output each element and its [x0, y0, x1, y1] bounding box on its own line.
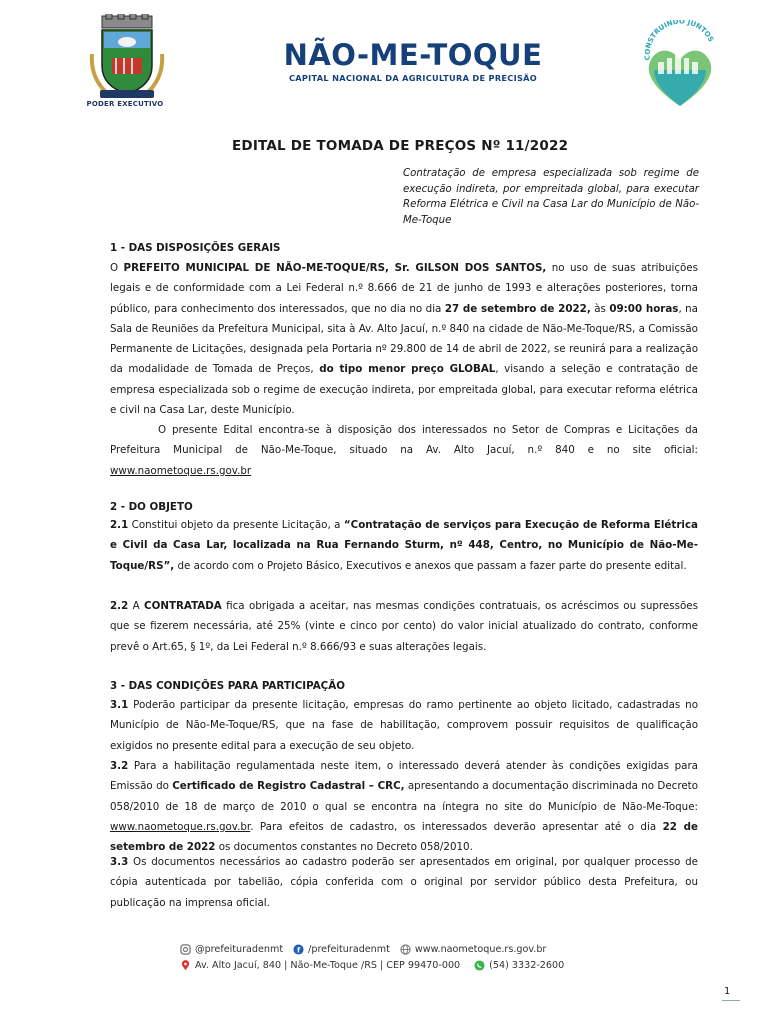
text-run: 3.3: [110, 856, 129, 868]
text-run: os documentos constantes no Decreto 058/2010.: [215, 841, 473, 854]
text-run: , na Sala de Reuniões da Prefeitura Municipal, sita à Av. Alto Jacuí, n.º 840 na cidade de Não-Me-Toque/RS, a Comissão Permanente de Licitações, designada pela Portaria nº 29.800 de 14 de abril de 2022, se reunirá para a realização da modalidade de Tomada de Preços,: [110, 302, 698, 376]
globe-icon: [400, 944, 411, 955]
text-run: O presente Edital encontra-se à disposição dos interessados no Setor de Compras e Licitações da Prefeitura Municipal de Não-Me-Toque, situado na Av. Alto Jacuí, n.º 840 e no site oficial:: [110, 424, 698, 457]
municipal-crest: [88, 14, 166, 114]
section-3-paragraph-1: [110, 695, 698, 756]
text-run: 2.2: [110, 600, 129, 612]
text-run: . Para efeitos de cadastro, os interessados deverão apresentar até o dia: [250, 820, 663, 833]
section-2-paragraph-2: [110, 596, 698, 657]
section-2-paragraph-1: [110, 515, 698, 576]
text-run: “Contratação de serviços para Execução de Reforma Elétrica e Civil da Casa Lar, localizada na Rua Fernando Sturm, nº 448, Centro, no Município de Não-Me-Toque/RS”,: [110, 519, 698, 572]
section-1-paragraph-1: [110, 258, 698, 420]
location-pin-icon: [180, 960, 191, 971]
footer-phone: (54) 3332-2600: [489, 959, 565, 971]
text-run: do tipo menor preço GLOBAL: [319, 363, 496, 376]
text-run: Certificado de Registro Cadastral – CRC,: [172, 780, 405, 793]
campaign-label: CONSTRUINDO JUNTOS: [643, 20, 716, 61]
brand-subtitle: CAPITAL NACIONAL DA AGRICULTURA DE PRECISÃO: [288, 73, 538, 83]
section-1-title: 1 - DAS DISPOSIÇÕES GERAIS: [110, 242, 281, 254]
text-run: 3.2: [110, 760, 129, 772]
section-3-paragraph-2: [110, 756, 698, 857]
footer-address: Av. Alto Jacuí, 840 | Não-Me-Toque /RS | CEP 99470-000: [195, 959, 461, 971]
document-title: EDITAL DE TOMADA DE PREÇOS Nº 11/2022: [232, 138, 569, 154]
svg-text:f: f: [297, 945, 301, 955]
website-link[interactable]: www.naometoque.rs.gov.br: [110, 464, 252, 477]
page-number-divider: [722, 1000, 740, 1001]
section-3-title: 3 - DAS CONDIÇÕES PARA PARTICIPAÇÃO: [110, 680, 345, 692]
campaign-logo: [640, 20, 720, 112]
text-run: PREFEITO MUNICIPAL DE NÃO-ME-TOQUE/RS, Sr. GILSON DOS SANTOS,: [123, 262, 547, 274]
footer-facebook[interactable]: /prefeituradenmt: [308, 943, 390, 955]
text-run: CONTRATADA: [144, 600, 222, 612]
text-run: no uso de suas atribuições legais e de conformidade com a Lei Federal n.º 8.666 de 21 de junho de 1993 e alterações posteriores, torna público, para conhecimento dos interessados, que no dia no dia: [110, 262, 698, 315]
text-run: Constitui objeto da presente Licitação, a: [128, 519, 344, 531]
section-3-paragraph-3: [110, 852, 698, 913]
text-run: Os documentos necessários ao cadastro poderão ser apresentados em original, por qualquer processo de cópia autenticada por tabelião, cópia conferida com o original por servidor público desta Prefeitura, ou publicação na imprensa oficial.: [110, 856, 698, 909]
website-link[interactable]: www.naometoque.rs.gov.br: [110, 820, 251, 833]
text-run: fica obrigada a aceitar, nas mesmas condições contratuais, os acréscimos ou supressões que se fizerem necessária, até 25% (vinte e cinco por cento) do valor inicial atualizado do contrato, conforme prevê o Art.65, § 1º, da Lei Federal n.º 8.666/93 e suas alterações legais.: [110, 600, 698, 653]
text-run: Poderão participar da presente licitação, empresas do ramo pertinente ao objeto licitado, cadastradas no Município de Não-Me-Toque/RS, que na fase de habilitação, comprovem possuir requisitos de qualificação exigidos no presente edital para a execução de seu objeto.: [110, 699, 698, 752]
text-run: 27 de setembro de 2022,: [444, 302, 591, 315]
footer-instagram[interactable]: @prefeituradenmt: [195, 943, 284, 955]
whatsapp-icon: [474, 960, 485, 971]
crest-caption: PODER EXECUTIVO: [86, 100, 164, 108]
text-run: 22 de setembro de 2022: [110, 820, 698, 854]
text-run: às: [590, 302, 610, 315]
footer-website[interactable]: www.naometoque.rs.gov.br: [414, 943, 547, 955]
section-1-paragraph-2: [110, 420, 698, 481]
footer: [180, 942, 600, 972]
text-run: 3.1: [110, 699, 129, 711]
document-summary: Contratação de empresa especializada sob regime de execução indireta, por empreitada global, para executar Reforma Elétrica e Civil na Casa Lar do Município de Não-Me-Toque: [403, 168, 699, 226]
text-run: de acordo com o Projeto Básico, Executivos e anexos que passam a fazer parte do presente edital.: [174, 559, 687, 572]
section-2-title: 2 - DO OBJETO: [110, 501, 193, 513]
instagram-icon: [180, 944, 191, 955]
text-run: O: [110, 262, 124, 274]
text-run: apresentando a documentação discriminada no Decreto 058/2010 de 18 de março de 2010 o qual se encontra na íntegra no site do Município de Não-Me-Toque:: [110, 780, 699, 813]
brand-logo: [265, 40, 561, 83]
facebook-icon: [293, 944, 304, 955]
text-run: A: [128, 600, 145, 612]
text-run: 2.1: [110, 519, 129, 531]
text-run: 09:00 horas: [609, 302, 679, 315]
text-run: Para a habilitação regulamentada neste item, o interessado deverá atender às condições exigidas para Emissão do: [110, 760, 698, 793]
brand-title: NÃO-ME-TOQUE: [283, 38, 543, 72]
page-number: 1: [724, 986, 731, 997]
text-run: , visando a seleção e contratação de empresa especializada sob o regime de execução indireta, por empreitada global, para executar reforma elétrica e civil na Casa Lar, deste Município.: [110, 363, 698, 417]
